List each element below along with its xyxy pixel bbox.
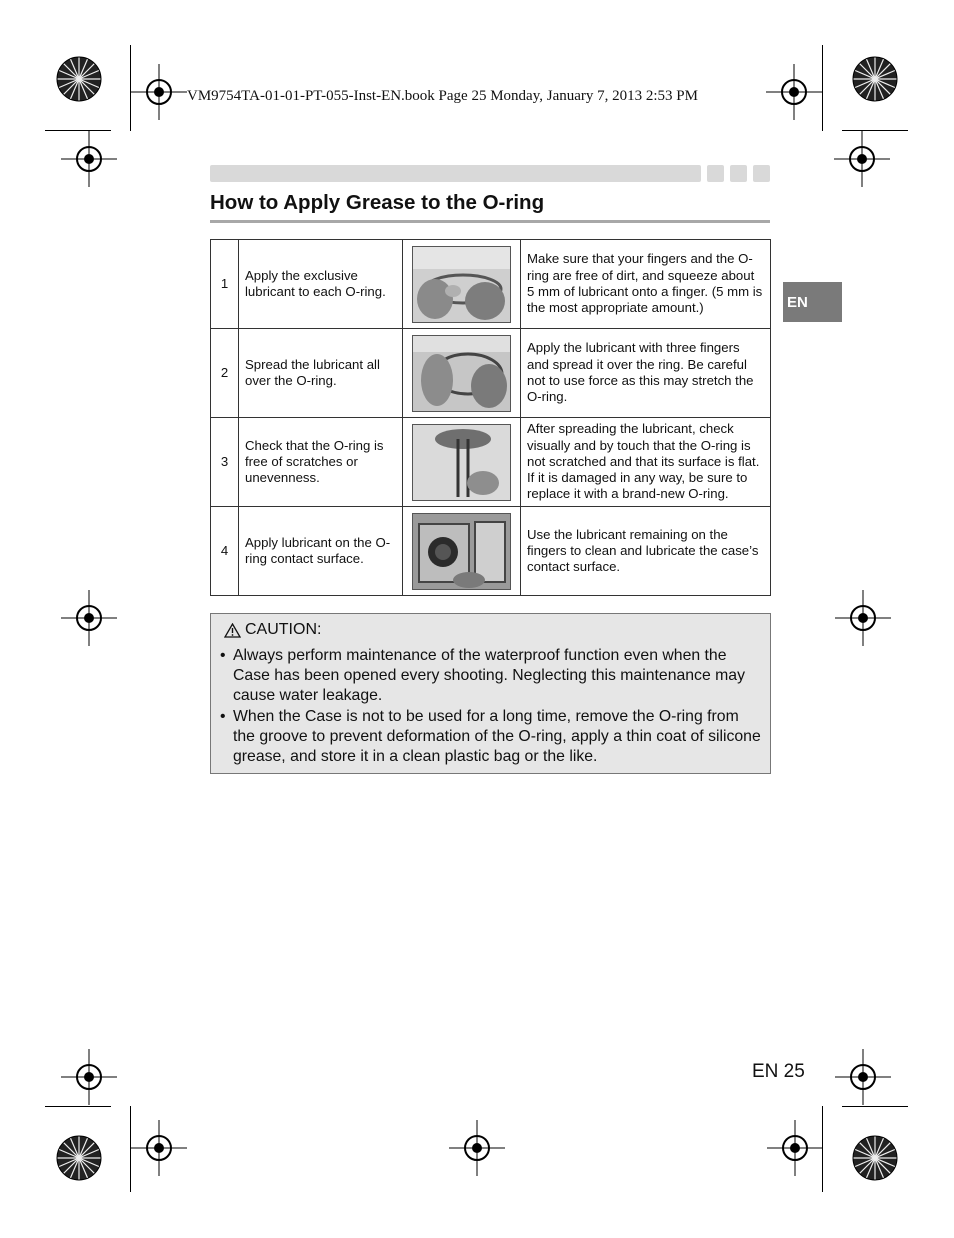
step-number: 1 bbox=[211, 240, 239, 329]
spreading-lubricant-photo-icon bbox=[412, 335, 511, 412]
starburst-mark-icon bbox=[852, 1135, 898, 1181]
starburst-mark-icon bbox=[852, 56, 898, 102]
table-row bbox=[211, 329, 771, 418]
caution-title: CAUTION: bbox=[245, 621, 322, 638]
registration-target-icon bbox=[766, 64, 822, 120]
step-note: After spreading the lubricant, check visually and by touch that the O-ring is not scratched and that its surface is flat. If it is damaged in any way, be sure to replace it with a brand-new O-ring. bbox=[521, 418, 771, 507]
registration-target-icon bbox=[131, 64, 187, 120]
step-action: Apply lubricant on the O-ring contact surface. bbox=[239, 507, 403, 596]
caution-item-text: When the Case is not to be used for a long time, remove the O-ring from the groove to prevent deformation of the O-ring, apply a thin coat of silicone grease, and store it in a clean plastic bag or the like. bbox=[233, 708, 761, 765]
registration-target-icon bbox=[61, 131, 117, 187]
registration-target-icon bbox=[131, 1120, 187, 1176]
steps-table bbox=[210, 239, 771, 596]
step-photo bbox=[403, 329, 521, 418]
caution-item-text: Always perform maintenance of the waterproof function even when the Case has been opened every shooting. Neglecting this maintenance may cause water leakage. bbox=[233, 647, 745, 704]
section-bar bbox=[210, 165, 701, 182]
registration-target-icon bbox=[61, 1049, 117, 1105]
step-note: Make sure that your fingers and the O-ring are free of dirt, and squeeze about 5 mm of lubricant onto a finger. (5 mm is the most appropriate amount.) bbox=[521, 240, 771, 329]
step-photo bbox=[403, 507, 521, 596]
step-photo bbox=[403, 240, 521, 329]
registration-target-icon bbox=[449, 1120, 505, 1176]
step-photo bbox=[403, 418, 521, 507]
page-title: How to Apply Grease to the O-ring bbox=[210, 191, 545, 214]
table-row bbox=[211, 507, 771, 596]
step-number: 3 bbox=[211, 418, 239, 507]
caution-box bbox=[210, 613, 771, 774]
step-action: Check that the O-ring is free of scratches or unevenness. bbox=[239, 418, 403, 507]
caution-heading bbox=[224, 621, 321, 639]
registration-target-icon bbox=[834, 131, 890, 187]
step-note: Use the lubricant remaining on the fingers to clean and lubricate the case’s contact surface. bbox=[521, 507, 771, 596]
registration-target-icon bbox=[767, 1120, 823, 1176]
step-note: Apply the lubricant with three fingers and spread it over the ring. Be careful not to use force as this may stretch the O-ring. bbox=[521, 329, 771, 418]
step-action: Apply the exclusive lubricant to each O-ring. bbox=[239, 240, 403, 329]
print-header: VM9754TA-01-01-PT-055-Inst-EN.book Page 25 Monday, January 7, 2013 2:53 PM bbox=[187, 88, 698, 104]
step-number: 2 bbox=[211, 329, 239, 418]
table-row bbox=[211, 418, 771, 507]
registration-target-icon bbox=[61, 590, 117, 646]
title-underline bbox=[210, 220, 770, 223]
inspecting-oring-photo-icon bbox=[412, 424, 511, 501]
table-row bbox=[211, 240, 771, 329]
section-square bbox=[707, 165, 724, 182]
registration-target-icon bbox=[835, 1049, 891, 1105]
page-number: EN 25 bbox=[752, 1061, 805, 1082]
step-number: 4 bbox=[211, 507, 239, 596]
step-action: Spread the lubricant all over the O-ring. bbox=[239, 329, 403, 418]
section-square bbox=[753, 165, 770, 182]
bullet-icon: • bbox=[220, 647, 226, 664]
starburst-mark-icon bbox=[56, 56, 102, 102]
bullet-icon: • bbox=[220, 708, 226, 725]
case-contact-surface-photo-icon bbox=[412, 513, 511, 590]
hands-oring-photo-icon bbox=[412, 246, 511, 323]
starburst-mark-icon bbox=[56, 1135, 102, 1181]
registration-target-icon bbox=[835, 590, 891, 646]
language-tab: EN bbox=[783, 282, 842, 322]
warning-triangle-icon bbox=[224, 623, 241, 638]
section-square bbox=[730, 165, 747, 182]
